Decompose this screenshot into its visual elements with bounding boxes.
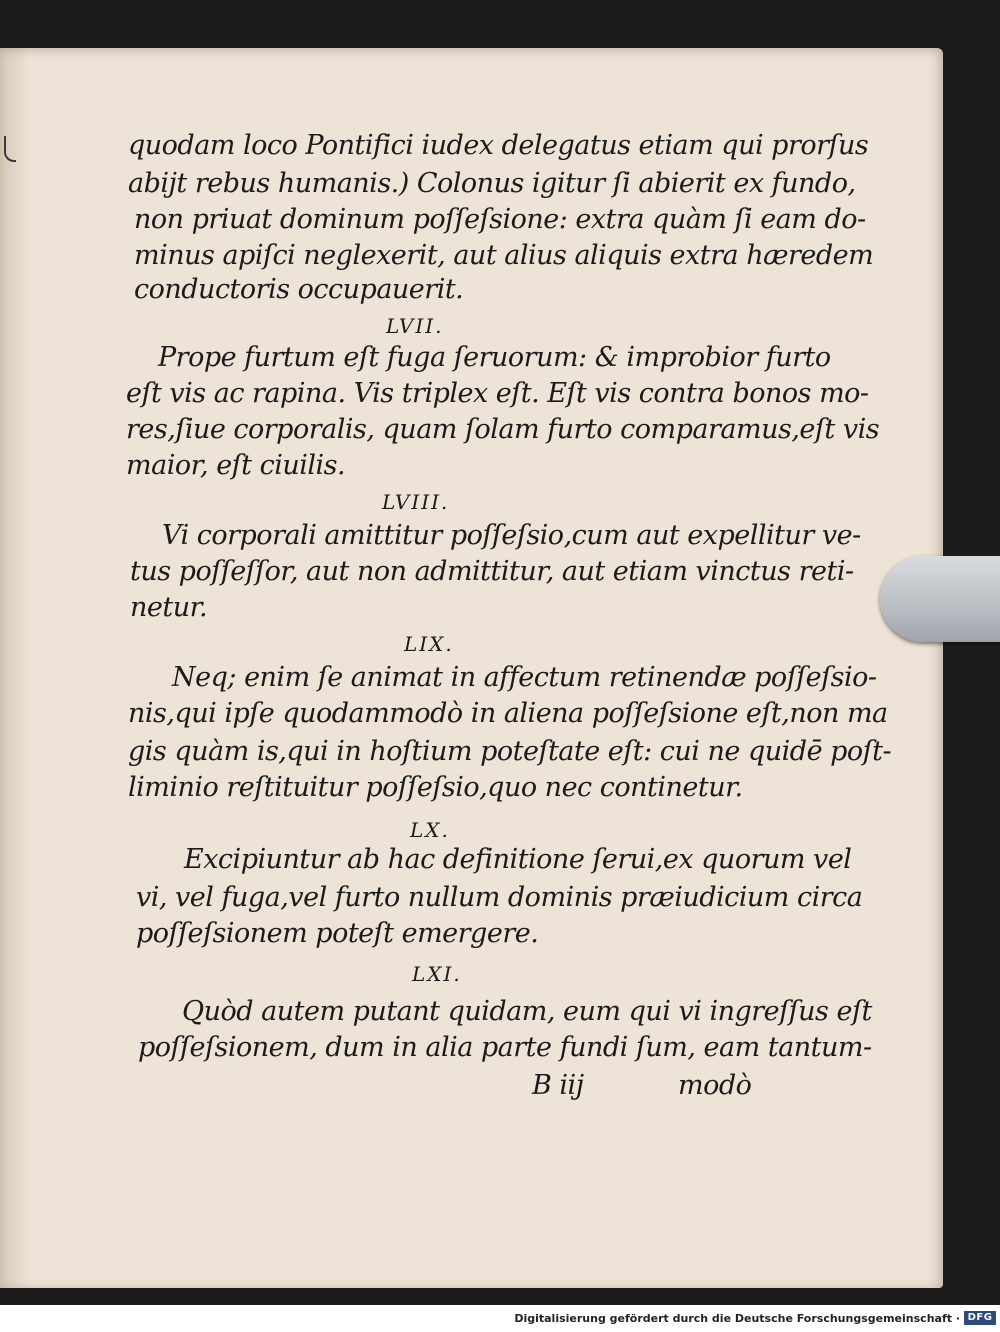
text-line: eſt vis ac rapina. Vis triplex eſt. Eſt vis contra bonos mo- <box>126 378 869 409</box>
text-line: Vi corporali amittitur poſſeſsio,cum aut expellitur ve- <box>162 520 861 551</box>
catchword: modò <box>678 1070 752 1101</box>
text-line: abijt rebus humanis.) Colonus igitur ſi abierit ex fundo, <box>128 168 856 199</box>
section-heading: LVII. <box>386 314 444 338</box>
text-line: nis,qui ipſe quodammodò in aliena poſſeſsione eſt,non ma <box>128 698 888 729</box>
page-holder-clip <box>880 556 1000 642</box>
text-line: poſſeſsionem poteſt emergere. <box>136 918 539 949</box>
text-line: conductoris occupauerit. <box>134 274 464 305</box>
text-line: netur. <box>130 592 208 623</box>
text-line: quodam loco Pontifici iudex delegatus etiam qui prorſus <box>128 130 869 161</box>
dfg-logo-icon: DFG <box>964 1311 996 1325</box>
text-line: Excipiuntur ab hac definitione ſerui,ex quorum vel <box>184 844 852 875</box>
section-heading: LXI. <box>412 962 462 986</box>
text-line: non priuat dominum poſſeſsione: extra quàm ſi eam do- <box>134 204 866 235</box>
text-line: Neq; enim ſe animat in affectum retinendæ poſſeſsio- <box>172 662 877 693</box>
text-line: minus apiſci neglexerit, aut alius aliquis extra hæredem <box>134 240 874 271</box>
text-line: Quòd autem putant quidam, eum qui vi ingreſſus eſt <box>182 996 872 1027</box>
text-line: poſſeſsionem, dum in alia parte fundi ſum, eam tantum- <box>138 1032 872 1063</box>
footer-bar <box>0 1305 1000 1332</box>
text-line: liminio reſtituitur poſſeſsio,quo nec continetur. <box>128 772 743 803</box>
text-line: vi, vel fuga,vel furto nullum dominis præiudicium circa <box>136 882 863 913</box>
page-edge-mark <box>4 136 16 162</box>
signature-mark: B iij <box>532 1070 584 1101</box>
text-line: res,ſiue corporalis, quam ſolam furto comparamus,eſt vis <box>126 414 880 445</box>
text-line: gis quàm is,qui in hoſtium poteſtate eſt: cui ne quidē poſt- <box>128 736 892 767</box>
text-line: Prope furtum eſt fuga ſeruorum: & improbior furto <box>158 342 831 373</box>
section-heading: LVIII. <box>382 490 450 514</box>
funding-notice: Digitalisierung gefördert durch die Deutsche Forschungsgemeinschaft · <box>514 1312 960 1325</box>
book-page <box>0 48 943 1288</box>
text-line: tus poſſeſſor, aut non admittitur, aut etiam vinctus reti- <box>130 556 854 587</box>
section-heading: LIX. <box>404 632 454 656</box>
text-line: maior, eſt ciuilis. <box>126 450 346 481</box>
section-heading: LX. <box>410 818 450 842</box>
